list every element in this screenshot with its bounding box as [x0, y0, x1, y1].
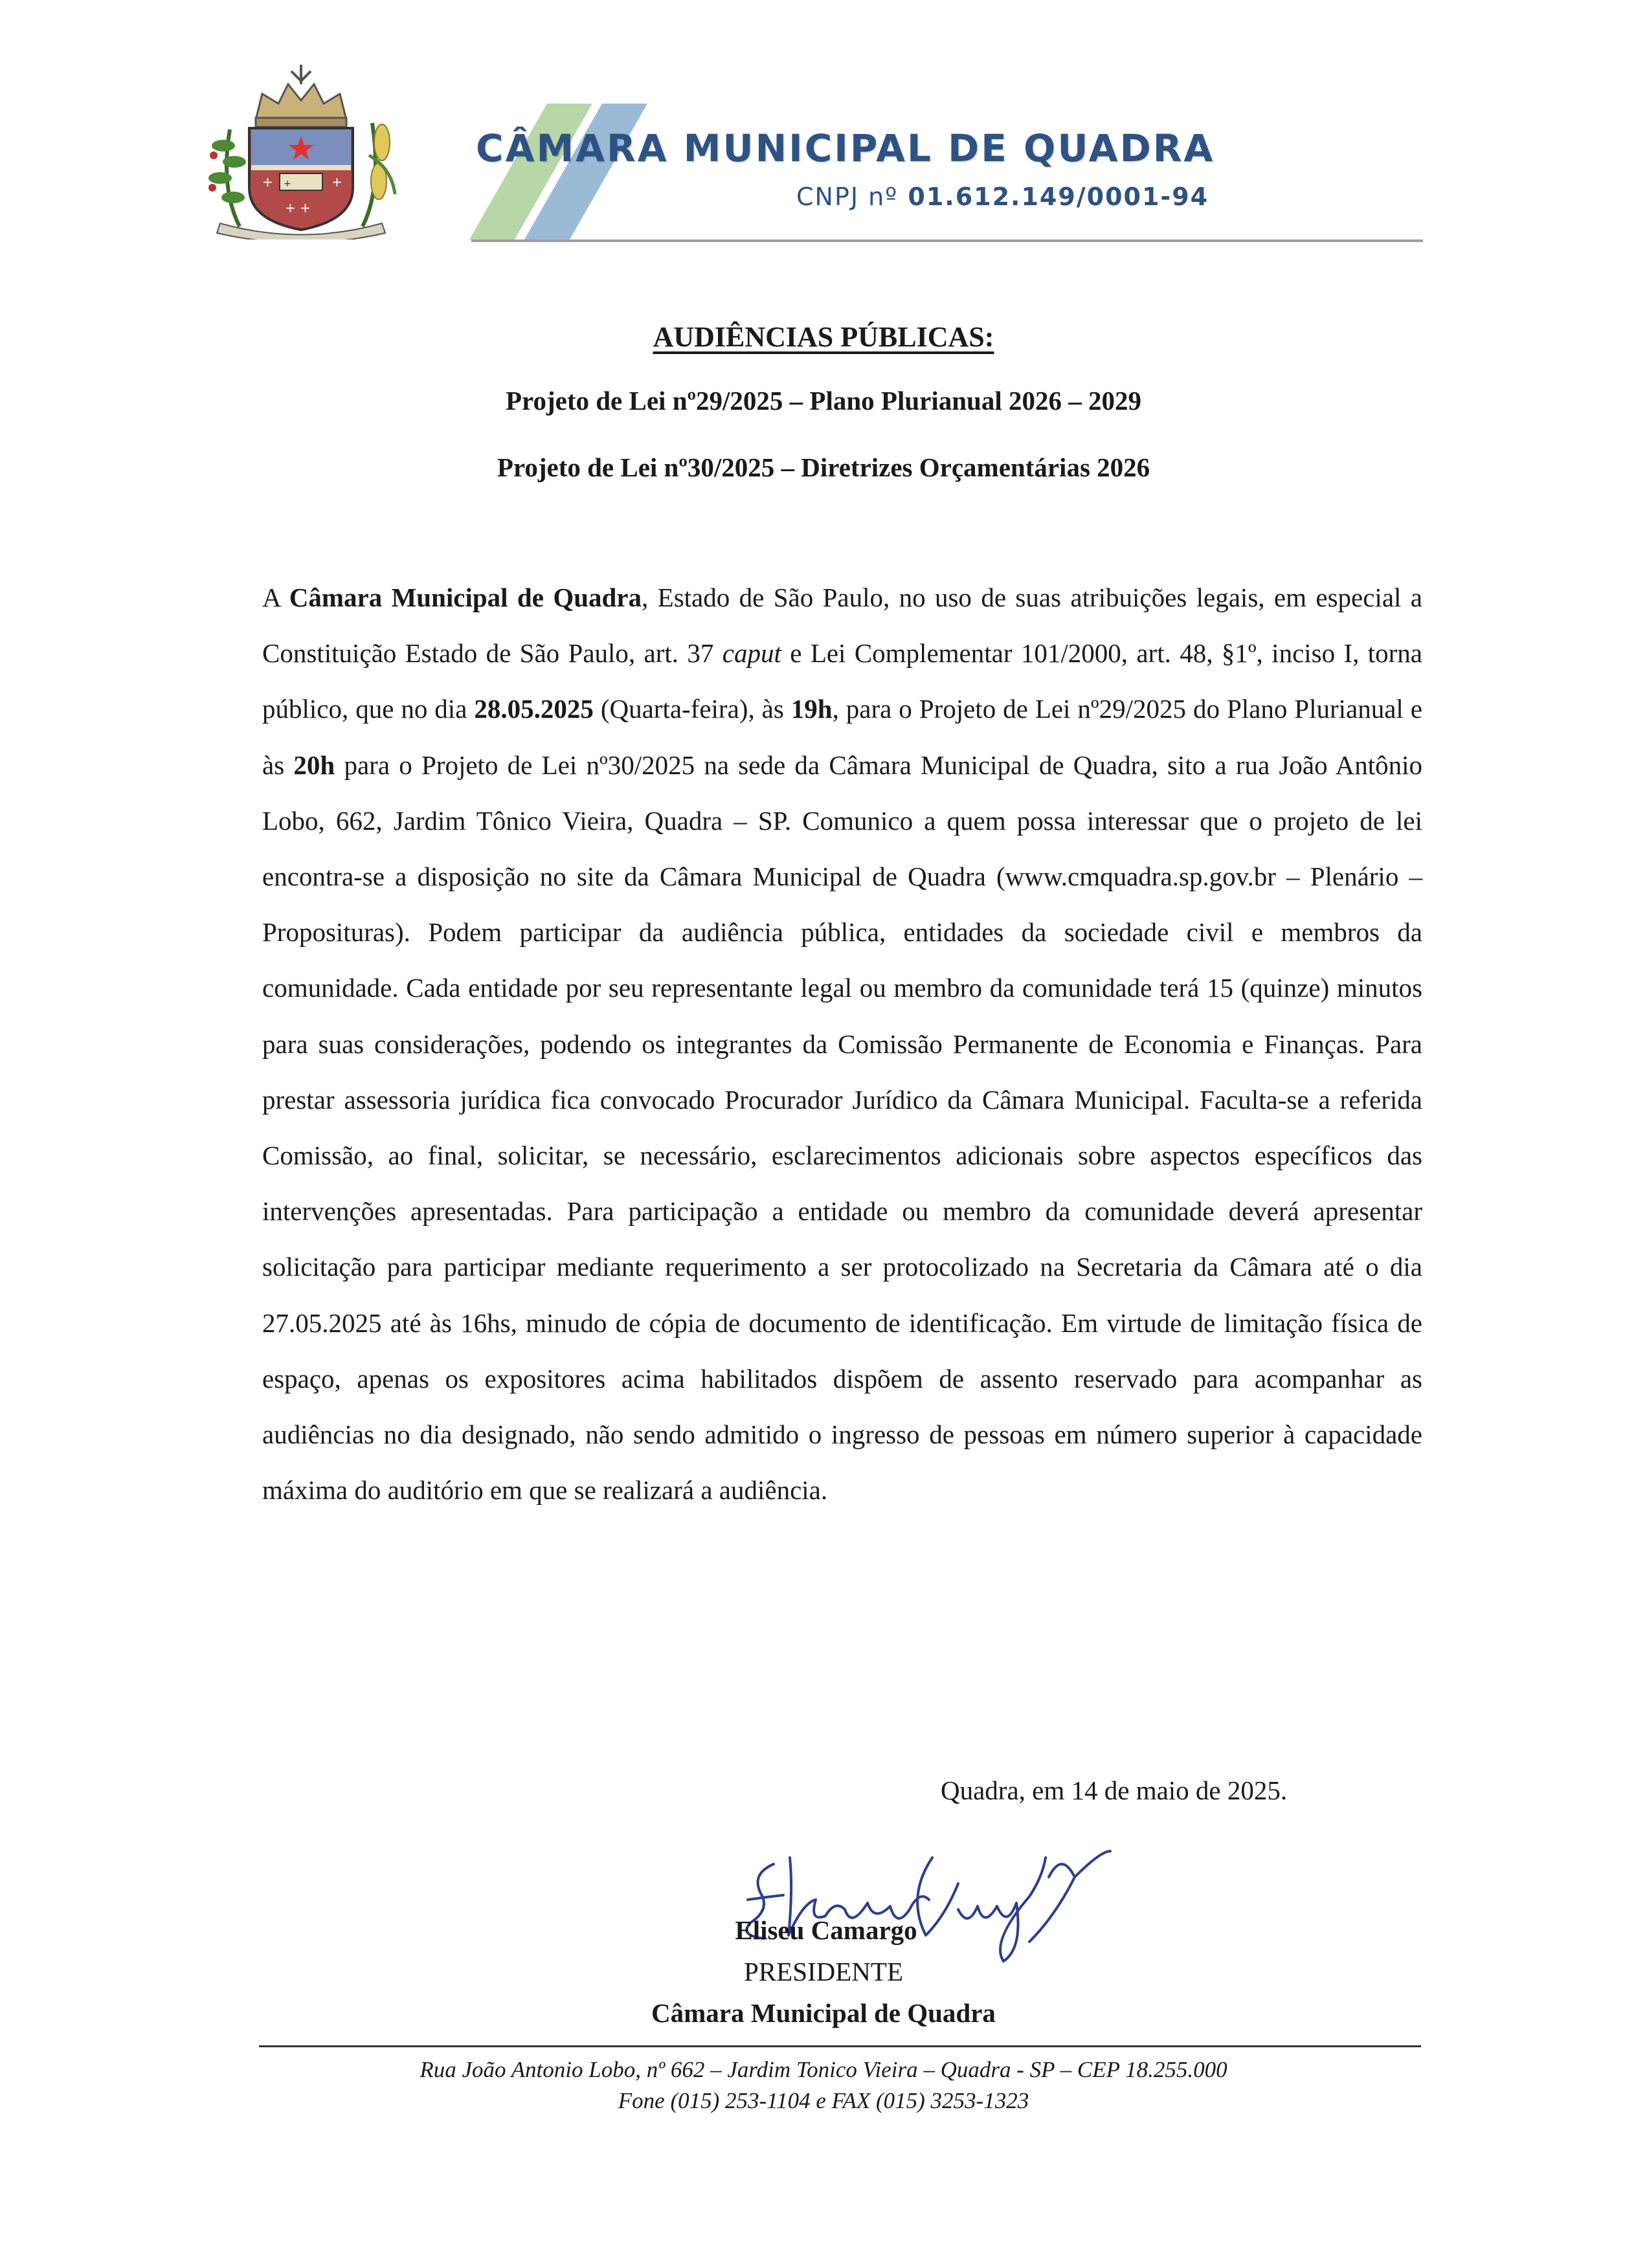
- shield-icon: [249, 128, 353, 230]
- svg-text:+: +: [284, 179, 291, 189]
- footer-address: Rua João Antonio Lobo, nº 662 – Jardim Tonico Vieira – Quadra - SP – CEP 18.255.000: [420, 2057, 1227, 2082]
- document-subtitle-2: Projeto de Lei nº30/2025 – Diretrizes Orçamentárias 2026: [497, 452, 1150, 482]
- cnpj-label: CNPJ nº: [796, 183, 899, 211]
- signatory-organization: Câmara Municipal de Quadra: [651, 1998, 996, 2028]
- coffee-branch-icon: [208, 129, 246, 227]
- header-divider: [471, 239, 1423, 242]
- handwritten-signature: [712, 1838, 1126, 1968]
- signatory-role: PRESIDENTE: [744, 1957, 903, 1986]
- body-italic-caput: caput: [722, 638, 781, 669]
- date-line: Quadra, em 14 de maio de 2025.: [941, 1775, 1288, 1805]
- svg-text:+: +: [262, 174, 273, 190]
- footer-divider: [259, 2045, 1421, 2047]
- organization-name: CÂMARA MUNICIPAL DE QUADRA: [476, 126, 1215, 170]
- cnpj: [796, 183, 1209, 211]
- footer-phone: Fone (015) 253-1104 e FAX (015) 3253-1323: [618, 2088, 1029, 2113]
- svg-text:+ +: + +: [285, 200, 311, 216]
- cnpj-number: 01.612.149/0001-94: [908, 183, 1209, 211]
- body-bold-time-1: 19h: [790, 694, 833, 724]
- body-bold-date: 28.05.2025: [474, 694, 594, 724]
- body-paragraph: A Câmara Municipal de Quadra, Estado de São Paulo, no uso de suas atribuições legais, em especial a Constituição Estado de São Paulo, art. 37 caput e Lei Complementar 101/2000, art. 48, §1º, inciso I, torna público, que no dia 28.05.2025 (Quarta-feira), às 19h, para o Projeto de Lei nº29/2025 do Plano Plurianual e às 20h para o Projeto de Lei nº30/2025 na sede da Câmara Municipal de Quadra, sito a rua João Antônio Lobo, 662, Jardim Tônico Vieira, Quadra – SP. Comunico a quem possa interessar que o projeto de lei encontra-se a disposição no site da Câmara Municipal de Quadra (www.cmquadra.sp.gov.br – Plenário – Proposituras). Podem participar da audiência pública, entidades da sociedade civil e membros da comunidade. Cada entidade por seu representante legal ou membro da comunidade terá 15 (quinze) minutos para suas considerações, podendo os integrantes da Comissão Permanente de Economia e Finanças. Para prestar assessoria jurídica fica convocado Procurador Jurídico da Câmara Municipal. Faculta-se a referida Comissão, ao final, solicitar, se necessário, esclarecimentos adicionais sobre aspectos específicos das intervenções apresentadas. Para participação a entidade ou membro da comunidade deverá apresentar solicitação para participar mediante requerimento a ser protocolizado na Secretaria da Câmara até o dia 27.05.2025 até às 16hs, minudo de cópia de documento de identificação. Em virtude de limitação física de espaço, apenas os expositores acima habilitados dispõem de assento reservado para acompanhar as audiências no dia designado, não sendo admitido o ingresso de pessoas em número superior à capacidade máxima do auditório em que se realizará a audiência.: [262, 583, 1422, 1506]
- signatory-name: Eliseu Camargo: [735, 1915, 917, 1945]
- banner-stripes: [469, 104, 1424, 246]
- svg-text:+: +: [331, 174, 342, 190]
- body-bold-organization: Câmara Municipal de Quadra: [289, 583, 642, 612]
- corn-stalk-icon: [363, 123, 395, 227]
- crown-icon: [256, 65, 346, 127]
- body-bold-time-2: 20h: [293, 750, 335, 780]
- document-title: AUDIÊNCIAS PÚBLICAS:: [653, 321, 994, 353]
- coat-of-arms-emblem: [194, 58, 408, 239]
- document-subtitle-1: Projeto de Lei nº29/2025 – Plano Plurianual 2026 – 2029: [506, 386, 1141, 416]
